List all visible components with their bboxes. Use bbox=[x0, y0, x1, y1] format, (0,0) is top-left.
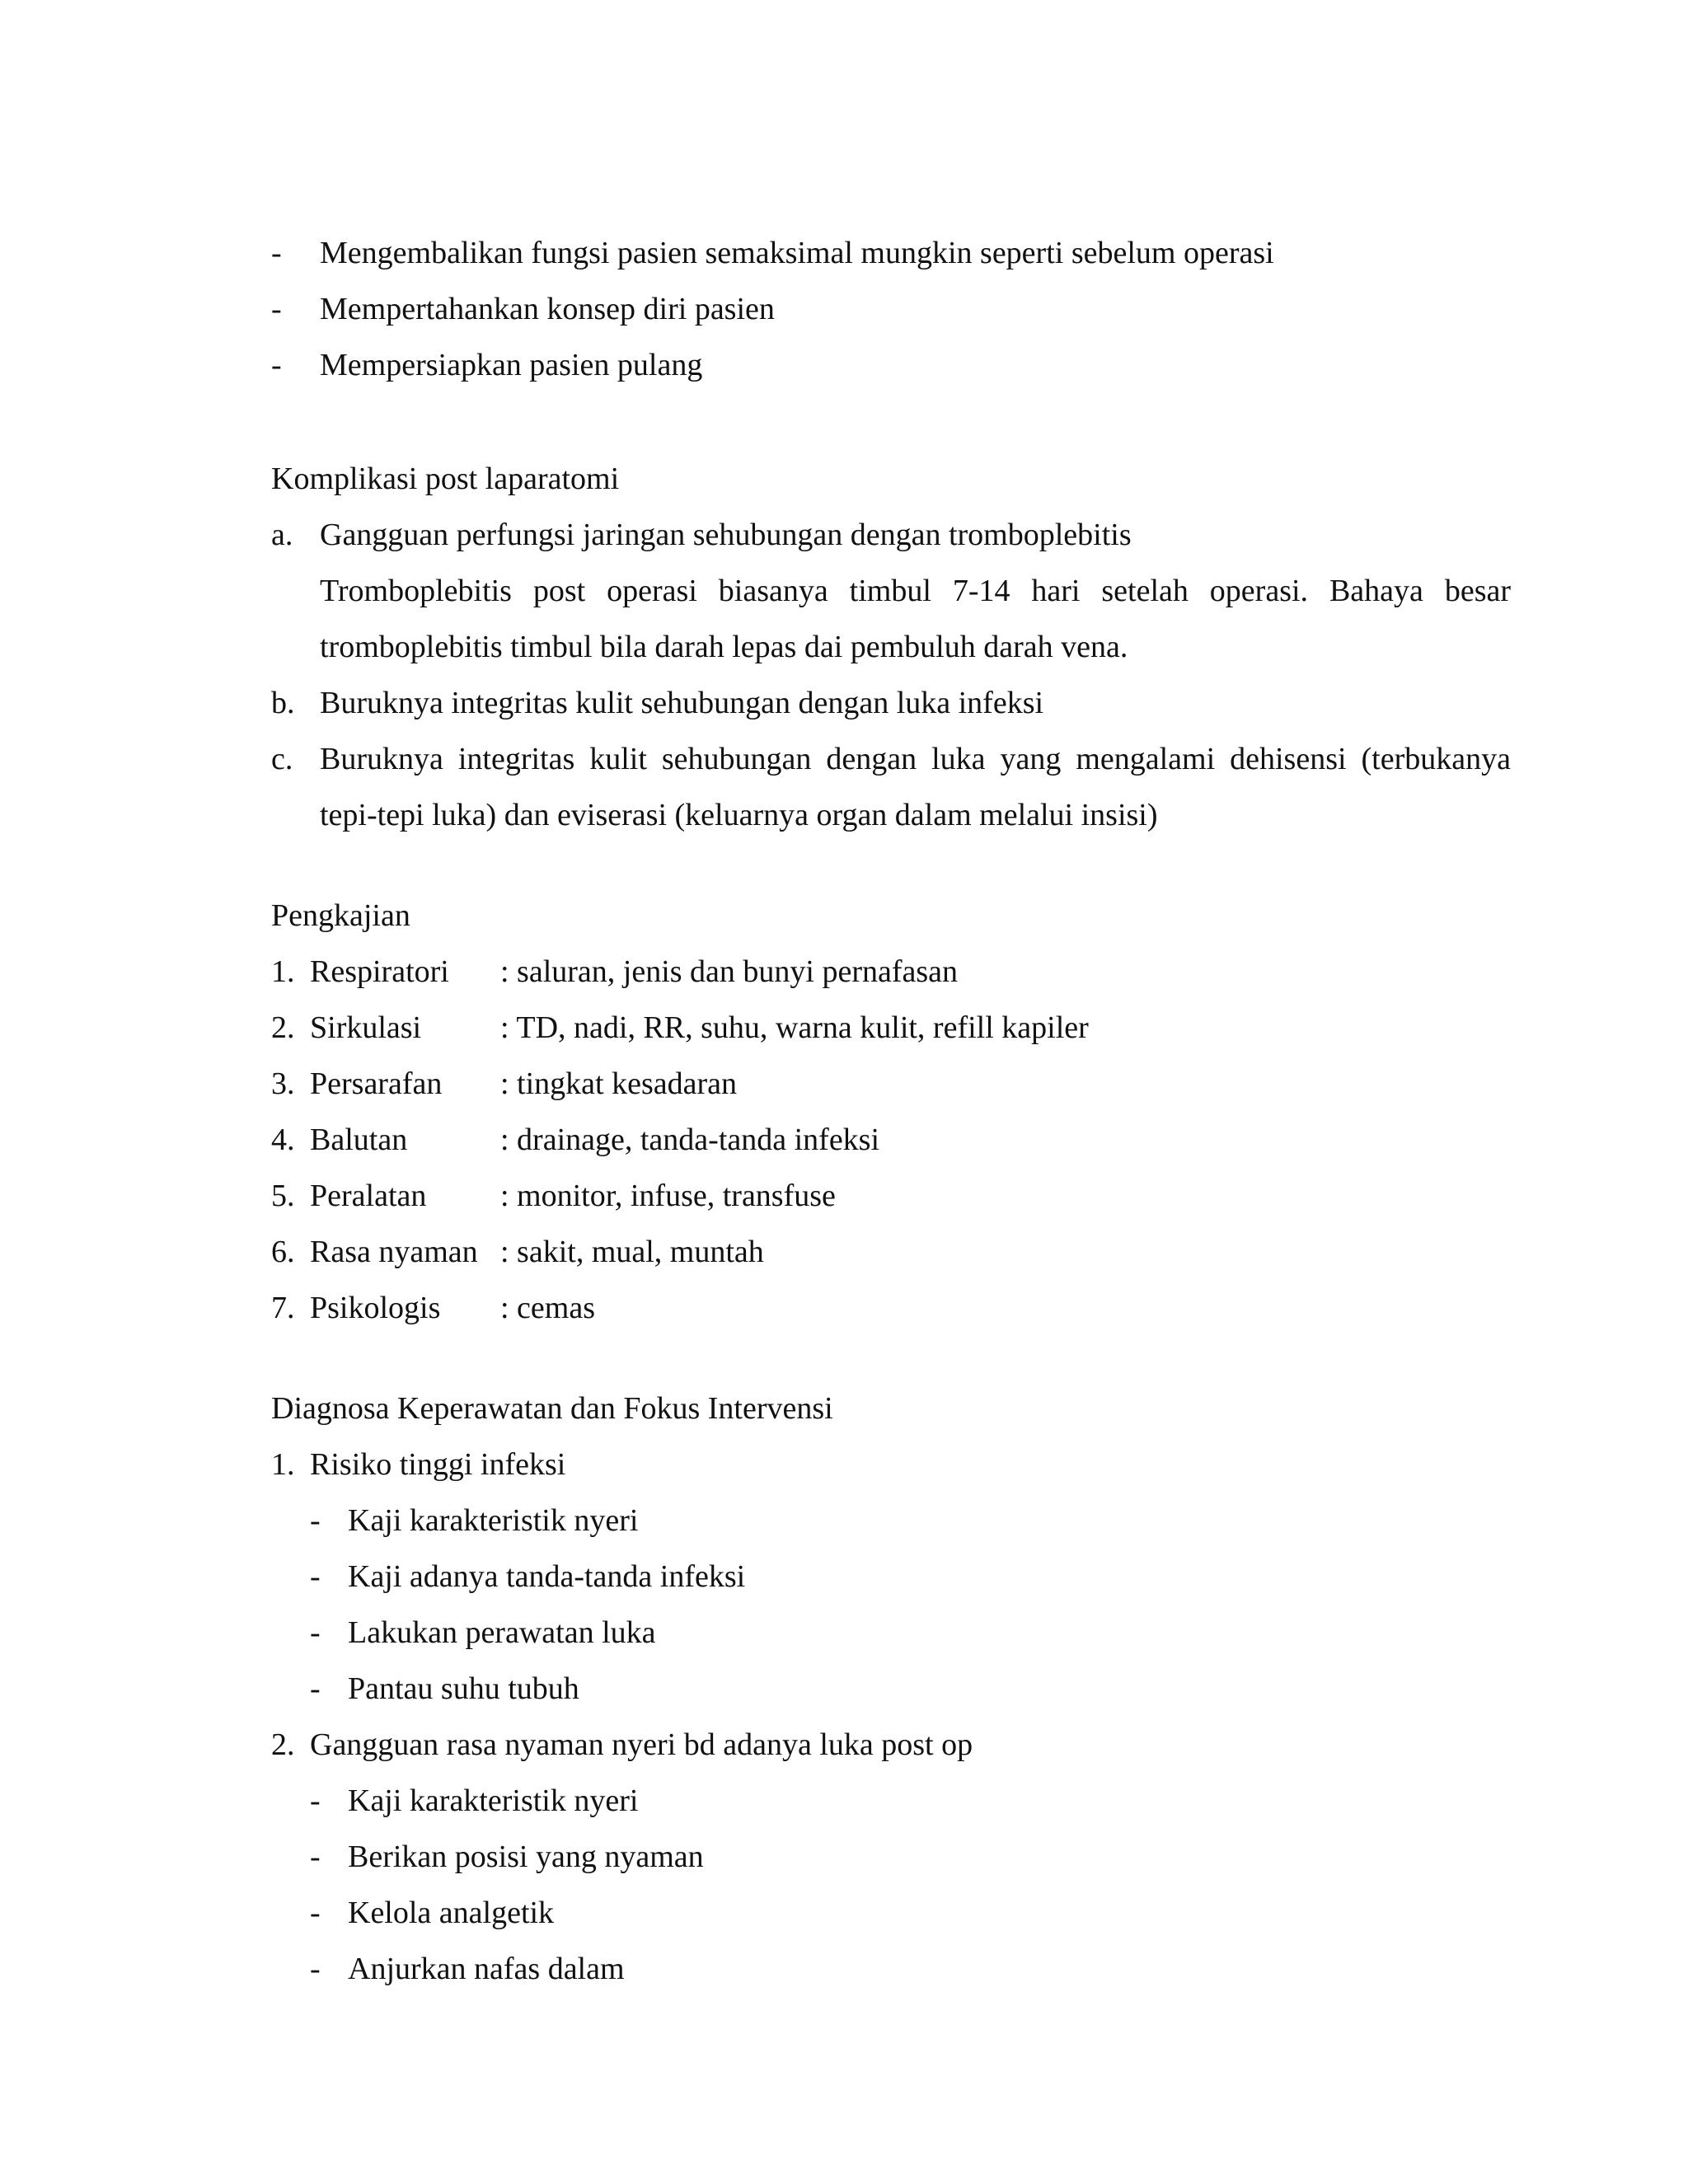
assessment-value: : sakit, mual, muntah bbox=[500, 1235, 764, 1269]
assessment-label: Psikologis bbox=[310, 1291, 441, 1325]
assessment-number: 1. bbox=[271, 954, 295, 989]
intervention-text: Berikan posisi yang nyaman bbox=[348, 1840, 704, 1874]
goal-text: Mempersiapkan pasien pulang bbox=[320, 348, 703, 382]
assessment-number: 6. bbox=[271, 1235, 295, 1269]
goal-text: Mengembalikan fungsi pasien semaksimal mungkin seperti sebelum operasi bbox=[320, 236, 1274, 270]
assessment-number: 2. bbox=[271, 1010, 295, 1045]
goal-text: Mempertahankan konsep diri pasien bbox=[320, 292, 775, 326]
bullet-marker: - bbox=[310, 1783, 321, 1818]
diagnosis-number: 2. bbox=[271, 1727, 295, 1762]
intervention-text: Kaji karakteristik nyeri bbox=[348, 1783, 639, 1818]
complication-description: Tromboplebitis post operasi biasanya timbul 7-14 hari setelah operasi. Bahaya besar bbox=[320, 574, 1511, 608]
intervention-text: Kaji karakteristik nyeri bbox=[348, 1503, 639, 1538]
assessment-number: 5. bbox=[271, 1179, 295, 1213]
assessment-label: Balutan bbox=[310, 1122, 408, 1157]
intervention-text: Kelola analgetik bbox=[348, 1896, 555, 1930]
complication-title: Buruknya integritas kulit sehubungan dengan luka infeksi bbox=[320, 686, 1044, 720]
assessment-value: : monitor, infuse, transfuse bbox=[500, 1179, 836, 1213]
bullet-marker: - bbox=[271, 236, 282, 270]
assessment-value: : tingkat kesadaran bbox=[500, 1066, 738, 1101]
assessment-label: Peralatan bbox=[310, 1179, 427, 1213]
assessment-number: 3. bbox=[271, 1066, 295, 1101]
complication-title: Buruknya integritas kulit sehubungan dengan luka yang mengalami dehisensi (terbukanya bbox=[320, 742, 1511, 776]
bullet-marker: - bbox=[310, 1559, 321, 1594]
section-heading: Diagnosa Keperawatan dan Fokus Intervensi bbox=[271, 1391, 833, 1426]
section-heading: Komplikasi post laparatomi bbox=[271, 462, 620, 496]
bullet-marker: - bbox=[271, 348, 282, 382]
assessment-value: : TD, nadi, RR, suhu, warna kulit, refill kapiler bbox=[500, 1010, 1089, 1045]
list-marker: c. bbox=[271, 742, 293, 776]
assessment-value: : drainage, tanda-tanda infeksi bbox=[500, 1122, 880, 1157]
assessment-label: Respiratori bbox=[310, 954, 449, 989]
bullet-marker: - bbox=[271, 292, 282, 326]
assessment-label: Sirkulasi bbox=[310, 1010, 422, 1045]
intervention-text: Pantau suhu tubuh bbox=[348, 1671, 579, 1706]
complication-description: tromboplebitis timbul bila darah lepas dai pembuluh darah vena. bbox=[320, 630, 1128, 664]
bullet-marker: - bbox=[310, 1503, 321, 1538]
list-marker: a. bbox=[271, 518, 293, 552]
section-heading: Pengkajian bbox=[271, 898, 410, 933]
complication-title: Gangguan perfungsi jaringan sehubungan dengan tromboplebitis bbox=[320, 518, 1132, 552]
diagnosis-title: Risiko tinggi infeksi bbox=[310, 1447, 566, 1482]
bullet-marker: - bbox=[310, 1896, 321, 1930]
assessment-value: : cemas bbox=[500, 1291, 596, 1325]
diagnosis-title: Gangguan rasa nyaman nyeri bd adanya luka post op bbox=[310, 1727, 973, 1762]
bullet-marker: - bbox=[310, 1671, 321, 1706]
assessment-label: Rasa nyaman bbox=[310, 1235, 478, 1269]
intervention-text: Lakukan perawatan luka bbox=[348, 1615, 656, 1650]
assessment-number: 4. bbox=[271, 1122, 295, 1157]
intervention-text: Kaji adanya tanda-tanda infeksi bbox=[348, 1559, 746, 1594]
assessment-label: Persarafan bbox=[310, 1066, 443, 1101]
list-marker: b. bbox=[271, 686, 295, 720]
complication-title: tepi-tepi luka) dan eviserasi (keluarnya organ dalam melalui insisi) bbox=[320, 798, 1158, 832]
diagnosis-number: 1. bbox=[271, 1447, 295, 1482]
bullet-marker: - bbox=[310, 1952, 321, 1986]
assessment-value: : saluran, jenis dan bunyi pernafasan bbox=[500, 954, 959, 989]
assessment-number: 7. bbox=[271, 1291, 295, 1325]
bullet-marker: - bbox=[310, 1840, 321, 1874]
bullet-marker: - bbox=[310, 1615, 321, 1650]
intervention-text: Anjurkan nafas dalam bbox=[348, 1952, 625, 1986]
